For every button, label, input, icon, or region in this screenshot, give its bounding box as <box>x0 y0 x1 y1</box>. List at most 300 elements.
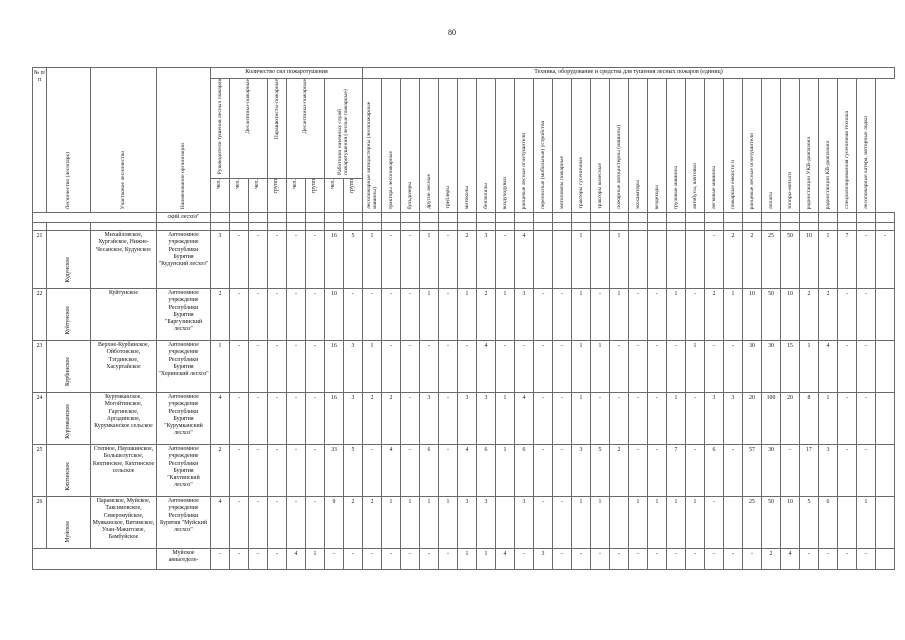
value-cell: - <box>249 341 268 393</box>
value-cell: 4 <box>819 341 838 393</box>
spacer-cell <box>496 223 515 231</box>
header-equipment-label-26: лесопожарные катера, моторные лодки <box>862 116 869 209</box>
header-equipment-16 <box>667 79 686 213</box>
header-equipment-label-23: радиостанции УКВ-диапазона <box>805 136 812 209</box>
value-cell: 1 <box>610 231 629 289</box>
table-row <box>33 393 895 445</box>
header-unit-3 <box>268 179 287 213</box>
spacer-cell <box>401 223 420 231</box>
continuation-cell <box>781 213 800 223</box>
row-forestry <box>47 497 91 549</box>
header-equipment-label-22-wrap <box>781 172 799 209</box>
value-cell: 6 <box>819 497 838 549</box>
value-cell: - <box>838 549 857 570</box>
value-cell: 10 <box>743 289 762 341</box>
row-forestry-label-wrap <box>47 521 90 543</box>
continuation-cell <box>287 213 306 223</box>
continuation-cell <box>819 213 838 223</box>
value-cell: - <box>401 231 420 289</box>
value-cell: - <box>306 497 325 549</box>
spacer-cell <box>47 223 91 231</box>
header-unit-label-6-wrap <box>325 179 343 212</box>
value-cell: 1 <box>572 231 591 289</box>
value-cell: - <box>857 445 876 497</box>
value-cell: - <box>230 549 249 570</box>
spacer-cell <box>458 223 477 231</box>
value-cell: - <box>287 445 306 497</box>
header-equipment-11 <box>572 79 591 213</box>
spacer-cell <box>230 223 249 231</box>
value-cell: - <box>287 393 306 445</box>
continuation-cell <box>249 213 268 223</box>
spacer-cell <box>420 223 439 231</box>
header-equipment-label-14-wrap <box>629 180 647 209</box>
continuation-cell <box>534 213 553 223</box>
value-cell: - <box>857 289 876 341</box>
header-equipment-12 <box>591 79 610 213</box>
value-cell: - <box>629 341 648 393</box>
value-cell: 3 <box>515 497 534 549</box>
value-cell: 1 <box>686 341 705 393</box>
header-unit-label-6: чел. <box>330 179 337 189</box>
value-cell: - <box>781 445 800 497</box>
value-cell: - <box>838 341 857 393</box>
value-cell: 4 <box>515 231 534 289</box>
value-cell: 33 <box>325 445 344 497</box>
header-equipment-label-0: лесопожарные автоцистерны (лесопожарные машины) <box>365 101 378 209</box>
header-forces-group: Количество сил пожаротушения <box>211 68 363 79</box>
header-equipment-label-9: переносные (мобильные) устройства <box>539 120 546 209</box>
value-cell: 2 <box>344 497 363 549</box>
value-cell: - <box>857 393 876 445</box>
row-forestry-label-wrap <box>47 306 90 335</box>
header-equipment-label-15-wrap <box>648 185 666 209</box>
continuation-blank <box>33 213 157 223</box>
value-cell: 5 <box>344 231 363 289</box>
value-cell: - <box>534 497 553 549</box>
continuation-row <box>33 213 895 223</box>
value-cell <box>591 231 610 289</box>
continuation-cell <box>800 213 819 223</box>
header-unit-1 <box>230 179 249 213</box>
header-equipment-label-19-wrap <box>724 160 742 209</box>
spacer-cell <box>591 223 610 231</box>
table-row <box>33 341 895 393</box>
row-forestry-label-wrap <box>47 404 90 439</box>
header-unit-2 <box>249 179 268 213</box>
spacer-cell <box>211 223 230 231</box>
value-cell: - <box>629 549 648 570</box>
spacer-cell <box>819 223 838 231</box>
continuation-cell <box>667 213 686 223</box>
value-cell <box>876 341 895 393</box>
row-district: Михайловское, Хургэйское, Нижне-Чесанское, Кудунское <box>91 231 157 289</box>
header-equipment-label-20-wrap <box>743 133 761 209</box>
value-cell: - <box>838 445 857 497</box>
value-cell <box>838 497 857 549</box>
header-force-label-2-wrap <box>268 79 286 175</box>
row-district: Степное, Наушкинское, Большелугское, Кяхтинское, Кяхтинское сельское <box>91 445 157 497</box>
header-force-4 <box>325 79 363 179</box>
row-forestry <box>47 341 91 393</box>
header-equipment-label-12: тракторы колесные <box>596 163 603 209</box>
value-cell: - <box>439 549 458 570</box>
header-equipment-label-7-wrap <box>496 177 514 209</box>
value-cell: 8 <box>800 393 819 445</box>
value-cell: - <box>648 289 667 341</box>
row-forestry-label-wrap <box>47 357 90 386</box>
value-cell: 10 <box>781 289 800 341</box>
value-cell: 20 <box>781 393 800 445</box>
value-cell: 2 <box>705 289 724 341</box>
value-cell: - <box>268 231 287 289</box>
value-cell: 30 <box>762 341 781 393</box>
value-cell: 1 <box>306 549 325 570</box>
spacer-cell <box>249 223 268 231</box>
value-cell: 3 <box>705 393 724 445</box>
value-cell: 1 <box>572 393 591 445</box>
header-unit-label-7-wrap <box>344 179 362 212</box>
header-equipment-label-14: экскаваторы <box>634 179 641 209</box>
value-cell: 1 <box>648 497 667 549</box>
spacer-cell <box>515 223 534 231</box>
value-cell: 2 <box>724 231 743 289</box>
header-equipment-label-5-wrap <box>458 186 476 209</box>
continuation-cell <box>401 213 420 223</box>
header-equipment-label-1: тракторы лесопожарные <box>387 150 394 209</box>
value-cell: - <box>363 289 382 341</box>
spacer-cell <box>800 223 819 231</box>
row-forestry-label: Муйское <box>64 520 71 543</box>
value-cell: - <box>268 549 287 570</box>
header-equipment-label-2: бульдозеры <box>406 181 413 209</box>
value-cell: 3 <box>458 393 477 445</box>
value-cell: - <box>629 289 648 341</box>
value-cell <box>876 549 895 570</box>
value-cell: 4 <box>211 393 230 445</box>
spacer-cell <box>629 223 648 231</box>
header-district <box>91 68 157 213</box>
header-equipment-8 <box>515 79 534 213</box>
spacer-cell <box>157 223 211 231</box>
value-cell: - <box>249 549 268 570</box>
value-cell: - <box>382 341 401 393</box>
row-number: 21 <box>33 231 47 289</box>
spacer-cell <box>610 223 629 231</box>
continuation-cell <box>743 213 762 223</box>
continuation-cell <box>857 213 876 223</box>
header-equipment-label-5: мотоколы <box>463 185 470 209</box>
continuation-cell <box>211 213 230 223</box>
value-cell: 4 <box>781 549 800 570</box>
table-row <box>33 289 895 341</box>
row-organization: Автономное учреждение Республики Бурятия "Курумканский лесхоз" <box>157 393 211 445</box>
continuation-cell <box>705 213 724 223</box>
header-equipment-label-11-wrap <box>572 157 590 209</box>
spacer-cell <box>572 223 591 231</box>
value-cell: - <box>287 289 306 341</box>
value-cell: 4 <box>382 445 401 497</box>
value-cell: 2 <box>211 445 230 497</box>
header-equipment-label-4-wrap <box>439 186 457 209</box>
value-cell: 5 <box>344 445 363 497</box>
value-cell: 4 <box>496 549 515 570</box>
value-cell: - <box>629 393 648 445</box>
header-equipment-label-21-wrap <box>762 192 780 209</box>
continuation-cell <box>515 213 534 223</box>
row-organization: Автономное учреждение Республики Бурятия "Хоринский лесхоз" <box>157 341 211 393</box>
value-cell: - <box>439 341 458 393</box>
header-organization-label-wrap <box>157 143 210 209</box>
header-equipment-label-10: мотопомпы пожарные <box>558 156 565 209</box>
value-cell: - <box>857 341 876 393</box>
value-cell: - <box>401 445 420 497</box>
spacer-cell <box>33 223 47 231</box>
continuation-cell <box>458 213 477 223</box>
spacer-cell <box>762 223 781 231</box>
header-force-3 <box>287 79 325 179</box>
header-equipment-6 <box>477 79 496 213</box>
value-cell: 3 <box>344 393 363 445</box>
value-cell: 3 <box>515 289 534 341</box>
value-cell: - <box>249 231 268 289</box>
value-cell <box>876 393 895 445</box>
value-cell: 3 <box>534 549 553 570</box>
header-no: № п/п <box>33 68 47 213</box>
value-cell: - <box>401 289 420 341</box>
row-organization: Автономное учреждение Республики Бурятия "Кяхтинский лесхоз" <box>157 445 211 497</box>
value-cell: 1 <box>496 289 515 341</box>
spacer-cell <box>325 223 344 231</box>
spacer-cell <box>553 223 572 231</box>
value-cell: - <box>648 445 667 497</box>
value-cell: 1 <box>572 497 591 549</box>
header-equipment-label-16-wrap <box>667 166 685 209</box>
value-cell: 2 <box>382 393 401 445</box>
header-forestry-label: Лесничество (лесопарк) <box>65 151 72 209</box>
value-cell: 5 <box>591 445 610 497</box>
value-cell: - <box>553 549 572 570</box>
value-cell: - <box>363 549 382 570</box>
value-cell: - <box>838 289 857 341</box>
value-cell: - <box>439 231 458 289</box>
value-cell: - <box>610 393 629 445</box>
value-cell: - <box>591 549 610 570</box>
fire-resources-table <box>32 67 895 570</box>
value-cell: - <box>268 393 287 445</box>
continuation-cell <box>838 213 857 223</box>
header-equipment-label-12-wrap <box>591 163 609 209</box>
value-cell: 1 <box>572 289 591 341</box>
value-cell: 2 <box>211 289 230 341</box>
header-equipment-label-4: трейлеры <box>444 186 451 209</box>
continuation-cell <box>648 213 667 223</box>
row-forestry-label: Курумканское <box>64 403 71 439</box>
row-number: 26 <box>33 497 47 549</box>
row-forestry-label-wrap <box>47 462 90 491</box>
value-cell: 16 <box>325 231 344 289</box>
value-cell: 15 <box>781 341 800 393</box>
value-cell: - <box>268 445 287 497</box>
value-cell: 20 <box>743 393 762 445</box>
value-cell: - <box>458 341 477 393</box>
header-equipment-label-17: автобусы, вахтовки <box>691 163 698 209</box>
header-unit-label-3: групп <box>273 179 280 194</box>
value-cell: - <box>325 549 344 570</box>
value-cell: - <box>306 393 325 445</box>
value-cell: 6 <box>477 445 496 497</box>
value-cell <box>724 497 743 549</box>
spacer-cell <box>857 223 876 231</box>
value-cell: - <box>534 341 553 393</box>
spacer-cell <box>382 223 401 231</box>
header-equipment-label-8-wrap <box>515 133 533 209</box>
value-cell: - <box>800 549 819 570</box>
value-cell: 30 <box>743 341 762 393</box>
value-cell: 4 <box>515 393 534 445</box>
value-cell: - <box>667 341 686 393</box>
header-unit-label-4: чел. <box>292 179 299 189</box>
header-organization-label: Наименование организации <box>180 142 187 209</box>
header-equipment-label-26-wrap <box>857 116 875 209</box>
header-equipment-label-6-wrap <box>477 183 495 209</box>
header-equipment-label-23-wrap <box>800 137 818 209</box>
value-cell: 1 <box>572 341 591 393</box>
value-cell: 1 <box>610 289 629 341</box>
value-cell <box>667 231 686 289</box>
header-unit-label-1-wrap <box>230 179 248 212</box>
value-cell: 1 <box>591 497 610 549</box>
header-equipment-label-11: тракторы гусеничные <box>577 157 584 209</box>
value-cell: - <box>439 445 458 497</box>
table-row <box>33 231 895 289</box>
row-number: 24 <box>33 393 47 445</box>
header-unit-label-2: чел. <box>254 179 261 189</box>
value-cell: - <box>705 231 724 289</box>
spacer-cell <box>667 223 686 231</box>
value-cell: - <box>211 549 230 570</box>
value-cell: - <box>553 393 572 445</box>
value-cell <box>648 231 667 289</box>
value-cell <box>876 289 895 341</box>
row-number: 22 <box>33 289 47 341</box>
header-equipment-label-16: грузовые машины <box>672 165 679 209</box>
header-equipment-9 <box>534 79 553 213</box>
value-cell <box>876 497 895 549</box>
header-force-label-3: Десантники-пожарные <box>302 79 309 134</box>
value-cell: - <box>230 341 249 393</box>
value-cell: 1 <box>667 289 686 341</box>
value-cell: - <box>648 341 667 393</box>
value-cell: - <box>439 289 458 341</box>
header-equipment-label-6: бензопилы <box>482 183 489 209</box>
value-cell: - <box>724 445 743 497</box>
continuation-cell <box>382 213 401 223</box>
header-equipment-24 <box>819 79 838 213</box>
header-equipment-label-21: лопаты <box>767 191 774 209</box>
value-cell: - <box>382 289 401 341</box>
value-cell: 3 <box>819 445 838 497</box>
header-force-label-4-wrap <box>325 79 362 175</box>
value-cell: - <box>306 341 325 393</box>
continuation-cell <box>496 213 515 223</box>
value-cell: - <box>306 289 325 341</box>
value-cell: 1 <box>420 231 439 289</box>
value-cell: - <box>515 549 534 570</box>
row-forestry-label: Кяхтинское <box>64 461 71 491</box>
spacer-cell <box>287 223 306 231</box>
value-cell: 3 <box>724 393 743 445</box>
header-unit-7 <box>344 179 363 213</box>
value-cell: - <box>230 231 249 289</box>
row-forestry-label-wrap <box>47 257 90 283</box>
continuation-cell <box>363 213 382 223</box>
header-equipment-label-24: радиостанции КВ-диапазона <box>824 140 831 209</box>
header-district-label-wrap <box>91 151 156 209</box>
value-cell: - <box>629 445 648 497</box>
value-cell: 50 <box>781 231 800 289</box>
spacer-cell <box>648 223 667 231</box>
header-equipment-label-22: топоры-мотыги <box>786 171 793 209</box>
value-cell: - <box>534 393 553 445</box>
value-cell: - <box>705 549 724 570</box>
value-cell: 1 <box>496 393 515 445</box>
value-cell: - <box>496 341 515 393</box>
value-cell: - <box>534 289 553 341</box>
value-cell: 2 <box>363 497 382 549</box>
row-district: Парамское, Муйское, Таксимовское, Северомуйское, Муяканское, Витимское, Улан-Макитское, Бамбуйское <box>91 497 157 549</box>
value-cell: - <box>534 445 553 497</box>
continuation-cell <box>629 213 648 223</box>
continuation-cell <box>230 213 249 223</box>
header-unit-label-2-wrap <box>249 179 267 212</box>
header-district-label: Участковое лесничество <box>120 150 127 209</box>
spacer-cell <box>306 223 325 231</box>
value-cell: - <box>610 341 629 393</box>
value-cell: 1 <box>724 289 743 341</box>
header-equipment-label-19: пожарные емкости и <box>729 159 736 209</box>
value-cell: 3 <box>211 231 230 289</box>
header-equipment-17 <box>686 79 705 213</box>
value-cell: - <box>876 231 895 289</box>
value-cell: 1 <box>667 497 686 549</box>
value-cell: - <box>230 289 249 341</box>
value-cell <box>629 231 648 289</box>
spacer-cell <box>477 223 496 231</box>
value-cell: - <box>420 341 439 393</box>
continuation-cell <box>572 213 591 223</box>
continuation-text: ский лесхоз" <box>157 213 211 223</box>
value-cell: 30 <box>762 445 781 497</box>
value-cell: - <box>686 549 705 570</box>
header-equipment-label-24-wrap <box>819 141 837 209</box>
header-equipment-label-0-wrap <box>363 81 381 209</box>
value-cell: - <box>249 445 268 497</box>
header-unit-label-0-wrap <box>211 179 229 212</box>
value-cell: - <box>496 231 515 289</box>
value-cell: 1 <box>439 497 458 549</box>
value-cell: - <box>249 497 268 549</box>
row-organization: Муйское авиаотделе- <box>157 549 211 570</box>
header-unit-5 <box>306 179 325 213</box>
value-cell: 2 <box>800 289 819 341</box>
header-equipment-18 <box>705 79 724 213</box>
value-cell: - <box>363 445 382 497</box>
value-cell: - <box>857 231 876 289</box>
header-equipment-label-10-wrap <box>553 156 571 209</box>
value-cell: - <box>439 393 458 445</box>
header-organization <box>157 68 211 213</box>
